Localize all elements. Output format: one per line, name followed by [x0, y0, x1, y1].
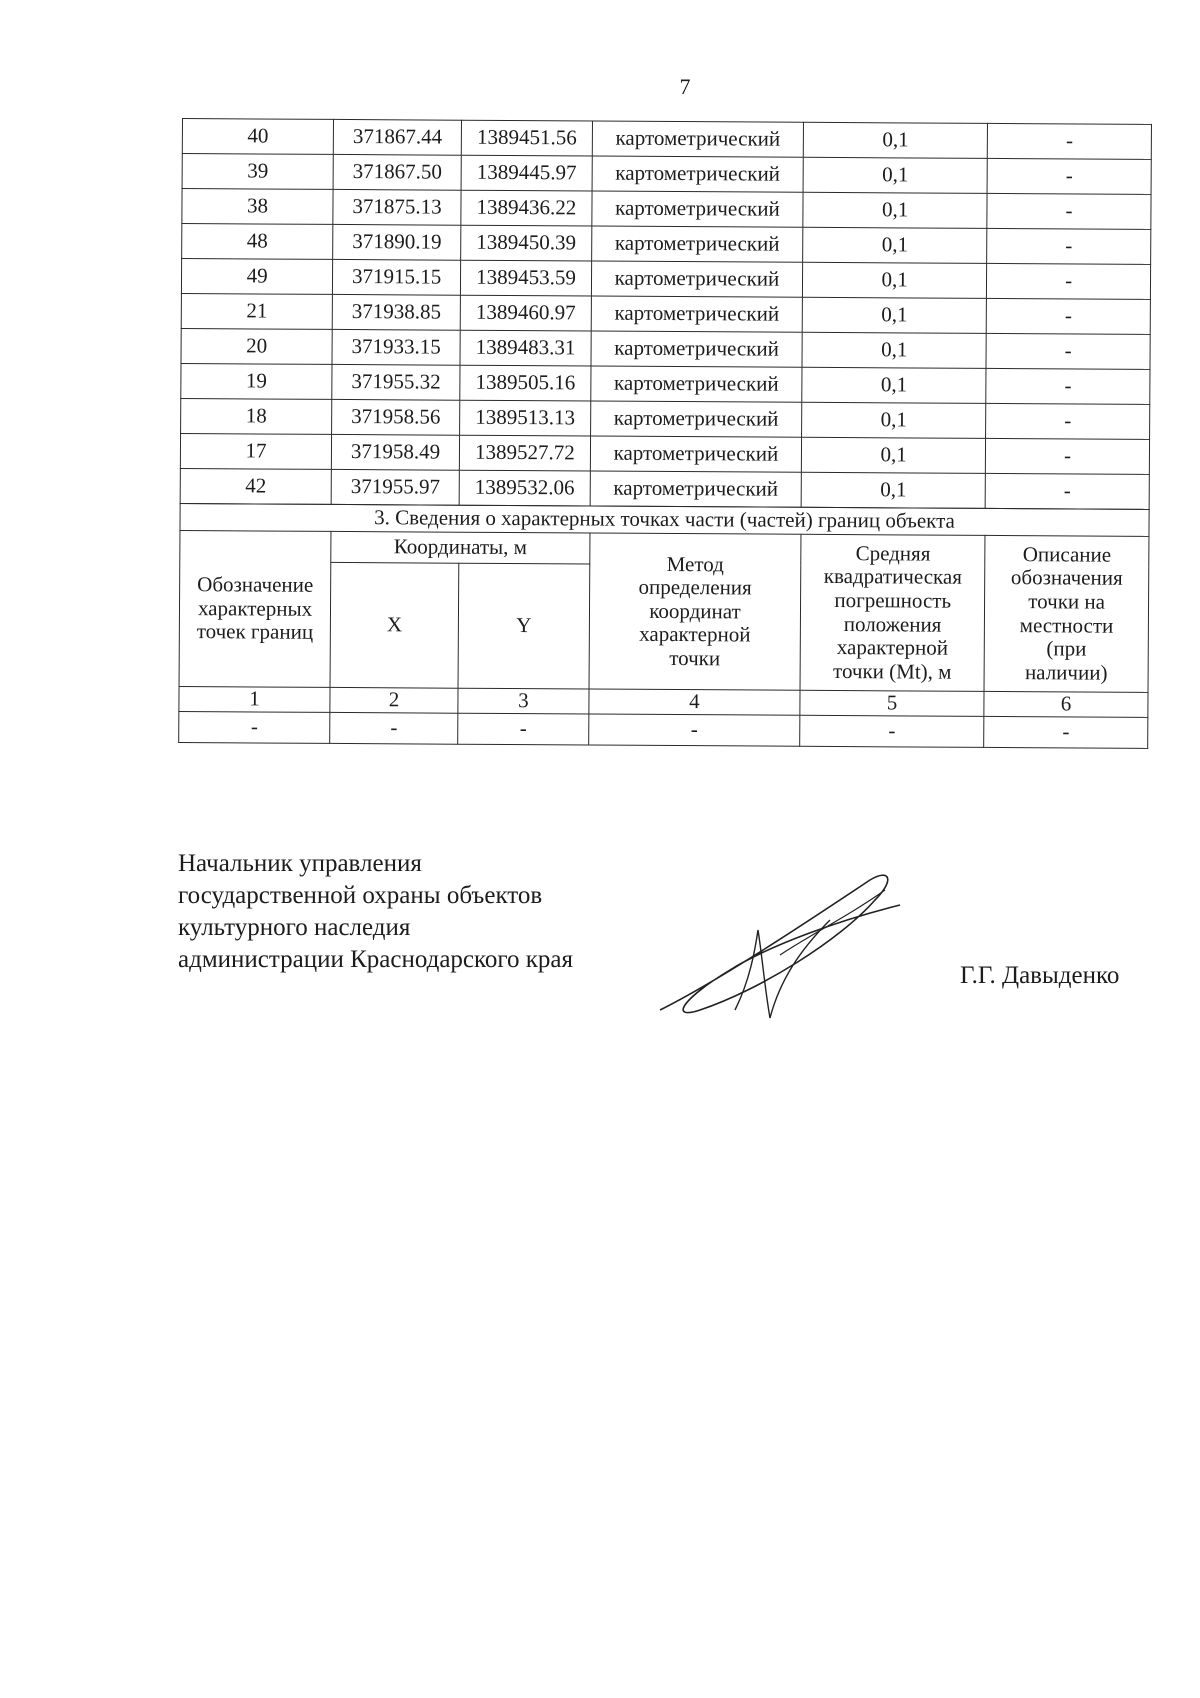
section3-title: 3. Сведения о характерных точках части (частей) границ объекта: [180, 503, 1149, 536]
point-number-cell: 38: [182, 189, 333, 225]
table-row: [182, 119, 1151, 160]
y-coordinate-cell: 1389460.97: [460, 295, 591, 331]
position-line: администрации Краснодарского края: [178, 946, 574, 973]
table-row: [182, 189, 1151, 230]
position-line: государственной охраны объектов: [178, 882, 543, 909]
method-cell: картометрический: [591, 331, 802, 367]
position-line: культурного наследия: [178, 914, 411, 941]
table-row: [181, 363, 1150, 404]
x-coordinate-cell: 371890.19: [333, 224, 461, 260]
points-table-body: [180, 119, 1151, 510]
column-number: 3: [458, 688, 589, 714]
column-number: 4: [589, 689, 800, 715]
point-number-cell: 18: [181, 398, 332, 434]
table-row: [181, 328, 1150, 369]
y-coordinate-cell: 1389436.22: [461, 190, 592, 226]
empty-data-row: [179, 711, 1148, 748]
y-coordinate-cell: 1389527.72: [459, 435, 590, 471]
description-cell: -: [987, 193, 1151, 229]
x-coordinate-cell: 371958.49: [332, 434, 460, 470]
x-coordinate-cell: 371955.97: [331, 469, 459, 505]
method-cell: картометрический: [591, 261, 802, 297]
coordinates-sheet: [178, 118, 1152, 749]
signatory-name: Г.Г. Давыденко: [960, 962, 1120, 989]
handwritten-signature: [640, 860, 920, 1030]
table-row: [181, 398, 1150, 439]
x-coordinate-cell: 371867.50: [333, 154, 461, 190]
mt-header: Средняя квадратическая погрешность положения характерной точки (Mt), м: [800, 534, 985, 691]
mt-cell: 0,1: [801, 472, 985, 508]
y-coordinate-cell: 1389505.16: [460, 365, 591, 401]
mt-cell: 0,1: [802, 332, 986, 368]
description-cell: -: [987, 263, 1151, 299]
point-number-cell: 49: [181, 259, 332, 295]
method-cell: картометрический: [592, 156, 803, 192]
description-header: Описание обозначения точки на местности (при наличии): [984, 535, 1149, 692]
method-cell: картометрический: [590, 471, 801, 507]
method-cell: картометрический: [590, 401, 801, 437]
points-table: [180, 118, 1152, 510]
description-cell: -: [986, 333, 1150, 369]
y-coordinate-cell: 1389532.06: [459, 470, 590, 506]
mt-cell: 0,1: [803, 192, 987, 228]
page-number: 7: [679, 74, 691, 99]
y-coordinate-cell: 1389453.59: [460, 260, 591, 296]
x-header: X: [330, 562, 459, 688]
mt-cell: 0,1: [803, 262, 987, 298]
description-cell: -: [986, 438, 1150, 474]
column-number: 2: [330, 687, 458, 713]
description-cell: -: [987, 158, 1151, 194]
point-number-cell: 42: [180, 468, 331, 504]
mt-cell: 0,1: [802, 367, 986, 403]
method-cell: картометрический: [591, 296, 802, 332]
x-coordinate-cell: 371955.32: [332, 364, 460, 400]
column-number: 6: [984, 691, 1148, 717]
point-number-cell: 19: [181, 363, 332, 399]
y-coordinate-cell: 1389450.39: [461, 225, 592, 261]
method-header: Метод определения координат характерной точки: [589, 533, 801, 690]
mt-cell: 0,1: [802, 297, 986, 333]
y-coordinate-cell: 1389445.97: [461, 155, 592, 191]
empty-cell: -: [330, 712, 458, 744]
method-cell: картометрический: [590, 436, 801, 472]
empty-cell: -: [800, 715, 984, 747]
x-coordinate-cell: 371933.15: [332, 329, 460, 365]
x-coordinate-cell: 371867.44: [333, 119, 461, 155]
method-cell: картометрический: [591, 366, 802, 402]
method-cell: картометрический: [592, 191, 803, 227]
point-number-cell: 20: [181, 328, 332, 364]
description-cell: -: [986, 368, 1150, 404]
point-number-cell: 17: [180, 433, 331, 469]
mt-cell: 0,1: [803, 122, 987, 158]
y-header: Y: [458, 563, 590, 689]
x-coordinate-cell: 371915.15: [333, 259, 461, 295]
x-coordinate-cell: 371938.85: [332, 294, 460, 330]
method-cell: картометрический: [592, 121, 803, 157]
method-cell: картометрический: [592, 226, 803, 262]
x-coordinate-cell: 371875.13: [333, 189, 461, 225]
coordinates-group-header: Координаты, м: [331, 531, 590, 564]
table-row: [182, 154, 1151, 195]
description-cell: -: [987, 123, 1151, 159]
column-number: 5: [800, 690, 984, 716]
empty-cell: -: [589, 714, 800, 746]
point-number-cell: 39: [182, 154, 333, 190]
mt-cell: 0,1: [803, 157, 987, 193]
description-cell: -: [987, 228, 1151, 264]
signatory-position: [178, 848, 573, 976]
empty-cell: -: [179, 711, 330, 743]
point-number-cell: 21: [181, 293, 332, 329]
table-row: [180, 433, 1149, 474]
position-line: Начальник управления: [178, 850, 422, 877]
point-number-cell: 40: [182, 119, 333, 155]
table-row: [182, 224, 1151, 265]
y-coordinate-cell: 1389483.31: [460, 330, 591, 366]
column-number: 1: [179, 686, 330, 712]
designation-header: Обозначение характерных точек границ: [179, 530, 331, 687]
empty-cell: -: [458, 713, 589, 745]
mt-cell: 0,1: [803, 227, 987, 263]
section3-table: [178, 503, 1149, 749]
empty-cell: -: [984, 716, 1148, 748]
mt-cell: 0,1: [801, 437, 985, 473]
y-coordinate-cell: 1389451.56: [461, 120, 592, 156]
y-coordinate-cell: 1389513.13: [460, 400, 591, 436]
description-cell: -: [986, 403, 1150, 439]
description-cell: -: [986, 298, 1150, 334]
point-number-cell: 48: [182, 224, 333, 260]
x-coordinate-cell: 371958.56: [332, 399, 460, 435]
table-row: [181, 293, 1150, 334]
mt-cell: 0,1: [802, 402, 986, 438]
table-row: [181, 259, 1150, 300]
description-cell: -: [985, 473, 1149, 509]
